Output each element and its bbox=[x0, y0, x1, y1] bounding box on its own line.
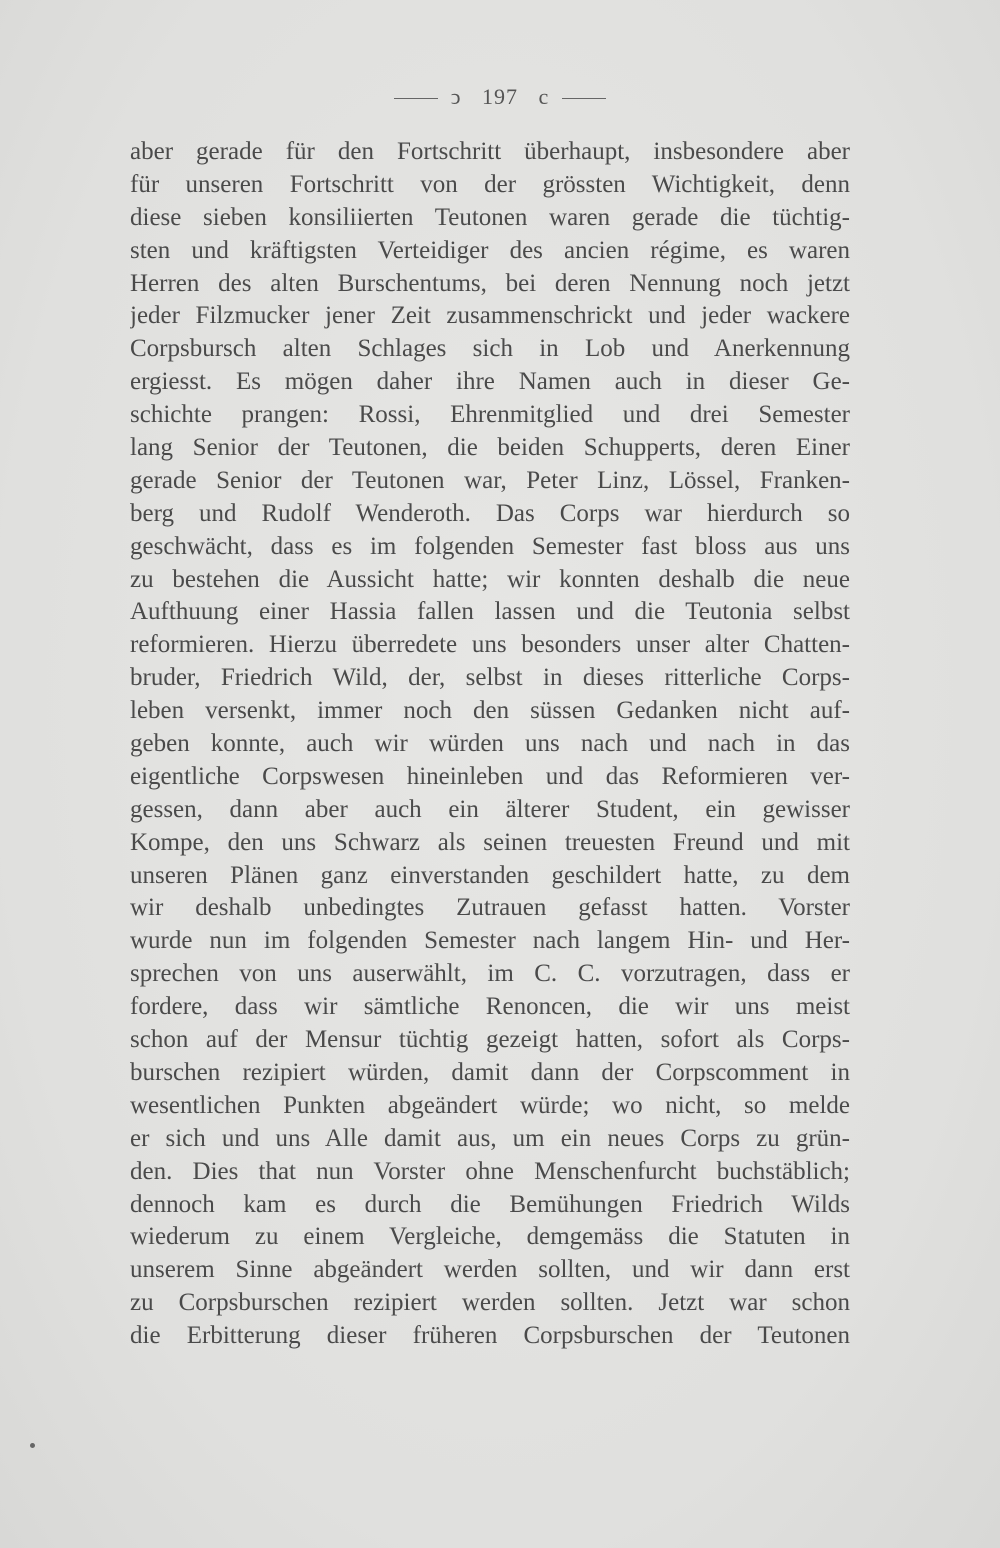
text-line: wir deshalb unbedingtes Zutrauen gefasst hatten. Vorster bbox=[130, 894, 850, 922]
page-number: 197 bbox=[482, 84, 518, 109]
text-line: schichte prangen: Rossi, Ehrenmitglied und drei Semester bbox=[130, 401, 850, 429]
text-line: Aufthuung einer Hassia fallen lassen und die Teutonia selbst bbox=[130, 598, 850, 626]
text-line: zu Corpsburschen rezipiert werden sollten. Jetzt war schon bbox=[130, 1289, 850, 1317]
text-line: bruder, Friedrich Wild, der, selbst in dieses ritterliche Corps- bbox=[130, 664, 850, 692]
text-line: er sich und uns Alle damit aus, um ein neues Corps zu grün- bbox=[130, 1124, 850, 1152]
text-line: wiederum zu einem Vergleiche, demgemäss die Statuten in bbox=[130, 1223, 850, 1251]
paper-speck bbox=[30, 1443, 35, 1448]
text-line: dennoch kam es durch die Bemühungen Friedrich Wilds bbox=[130, 1190, 850, 1218]
text-line: leben versenkt, immer noch den süssen Gedanken nicht auf- bbox=[130, 697, 850, 725]
text-line: geben konnte, auch wir würden uns nach und nach in das bbox=[130, 730, 850, 758]
text-line: ergiesst. Es mögen daher ihre Namen auch in dieser Ge- bbox=[130, 368, 850, 396]
text-line: burschen rezipiert würden, damit dann der Corpscomment in bbox=[130, 1058, 850, 1086]
text-line: unseren Plänen ganz einverstanden geschildert hatte, zu dem bbox=[130, 861, 850, 889]
text-line: sprechen von uns auserwählt, im C. C. vorzutragen, dass er bbox=[130, 960, 850, 988]
text-line: gessen, dann aber auch ein älterer Student, ein gewisser bbox=[130, 795, 850, 823]
header-right-mark: c bbox=[538, 84, 550, 109]
text-line: eigentliche Corpswesen hineinleben und das Reformieren ver- bbox=[130, 762, 850, 790]
header-left-mark: ↄ bbox=[450, 84, 462, 109]
text-line: unserem Sinne abgeändert werden sollten, und wir dann erst bbox=[130, 1256, 850, 1284]
page-header bbox=[0, 84, 1000, 110]
header-rule-left bbox=[394, 98, 438, 99]
text-line: Herren des alten Burschentums, bei deren Nennung noch jetzt bbox=[130, 269, 850, 297]
text-line: die Erbitterung dieser früheren Corpsburschen der Teutonen bbox=[130, 1322, 850, 1350]
text-line: gerade Senior der Teutonen war, Peter Linz, Lössel, Franken- bbox=[130, 466, 850, 494]
text-line: Kompe, den uns Schwarz als seinen treuesten Freund und mit bbox=[130, 828, 850, 856]
text-line: lang Senior der Teutonen, die beiden Schupperts, deren Einer bbox=[130, 434, 850, 462]
text-line: jeder Filzmucker jener Zeit zusammenschrickt und jeder wackere bbox=[130, 302, 850, 330]
text-line: aber gerade für den Fortschritt überhaupt, insbesondere aber bbox=[130, 138, 850, 165]
text-line: wesentlichen Punkten abgeändert würde; wo nicht, so melde bbox=[130, 1091, 850, 1119]
text-line: Corpsbursch alten Schlages sich in Lob und Anerkennung bbox=[130, 335, 850, 363]
text-line: berg und Rudolf Wenderoth. Das Corps war hierdurch so bbox=[130, 499, 850, 527]
text-line: den. Dies that nun Vorster ohne Menschenfurcht buchstäblich; bbox=[130, 1157, 850, 1185]
body-text bbox=[130, 136, 850, 1353]
text-line: sten und kräftigsten Verteidiger des ancien régime, es waren bbox=[130, 236, 850, 264]
text-line: geschwächt, dass es im folgenden Semester fast bloss aus uns bbox=[130, 532, 850, 560]
text-line: schon auf der Mensur tüchtig gezeigt hatten, sofort als Corps- bbox=[130, 1026, 850, 1054]
header-rule-right bbox=[562, 98, 606, 99]
text-line: fordere, dass wir sämtliche Renoncen, die wir uns meist bbox=[130, 993, 850, 1021]
text-line: für unseren Fortschritt von der grössten Wichtigkeit, denn bbox=[130, 170, 850, 198]
text-line: zu bestehen die Aussicht hatte; wir konnten deshalb die neue bbox=[130, 565, 850, 593]
text-line: reformieren. Hierzu überredete uns besonders unser alter Chatten- bbox=[130, 631, 850, 659]
text-line: wurde nun im folgenden Semester nach langem Hin- und Her- bbox=[130, 927, 850, 955]
text-line: diese sieben konsiliierten Teutonen waren gerade die tüchtig- bbox=[130, 203, 850, 231]
